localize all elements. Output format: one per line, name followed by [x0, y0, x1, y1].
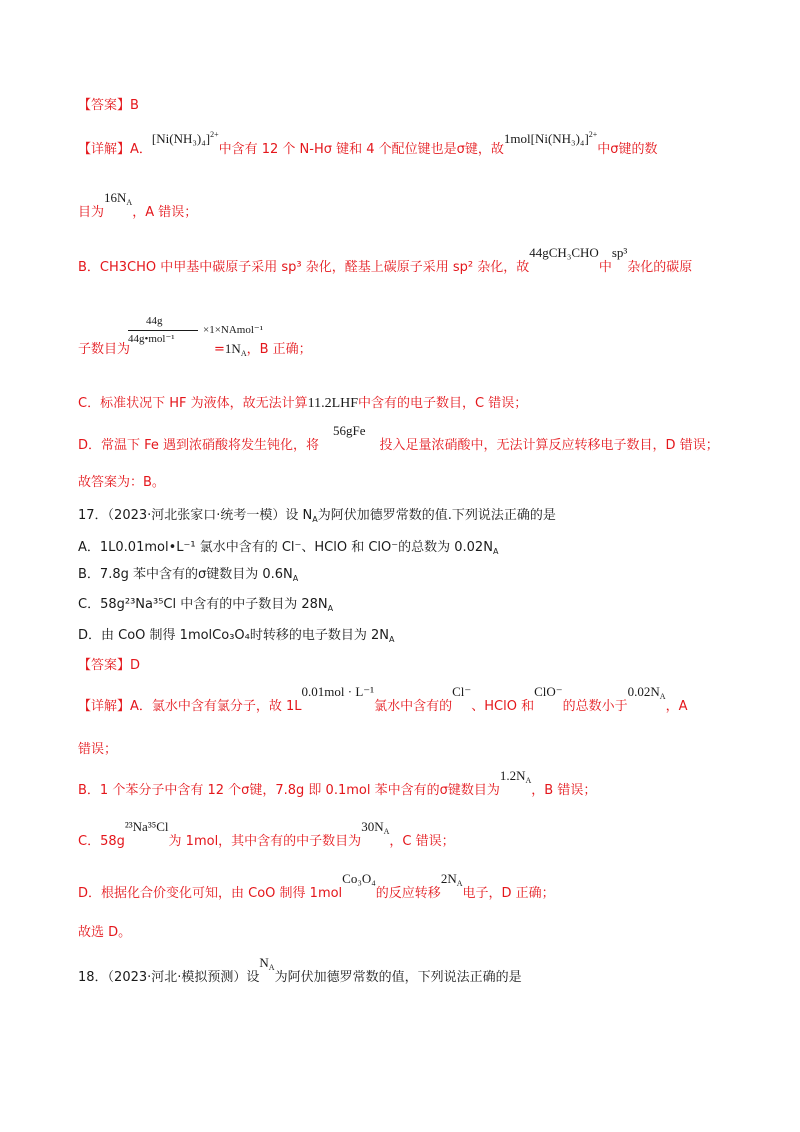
ni-complex-formula: $[Ni(NH_3)_4]^{2+}$ — [151, 130, 219, 146]
q17-conclusion: 故选 D。 — [78, 925, 132, 940]
answer-label: 【答案】B — [78, 98, 139, 113]
detail-b-line: B．CH3CHO 中甲基中碳原子采用 sp³ 杂化，醛基上碳原子采用 sp² 杂化，故44gCH₃CHO中sp³杂化的碳原 — [78, 245, 693, 275]
q17-detail-a: 【详解】A．氯水中含有氯分子，故 1L0.01mol · L⁻¹氯水中含有的Cl⁻、HClO 和ClO⁻的总数小于$0.02N_A$，A — [78, 684, 688, 714]
dd-value: $2N_A$ — [440, 871, 463, 888]
q17-option-d: D．由 CoO 制得 1molCo₃O₄时转移的电子数目为 $2N_A$ — [78, 628, 395, 644]
detail-d-line: D．常温下 Fe 遇到浓硝酸将发生钝化，将56gFe投入足量浓硝酸中，无法计算反应转移电子数目，D 错误； — [78, 423, 719, 453]
nacl-formula: ²³Na³⁵Cl — [124, 819, 169, 834]
clo-ion: ClO⁻ — [534, 684, 563, 699]
detail-c-line: C．标准状况下 HF 为液体，故无法计算11.2LHF中含有的电子数目，C 错误； — [78, 396, 528, 411]
cl-ion: Cl⁻ — [452, 684, 472, 699]
conc-value: 0.01mol · L⁻¹ — [301, 684, 375, 699]
q17-answer: 【答案】D — [78, 658, 141, 673]
detail-a-line — [78, 130, 658, 160]
q18-stem: 18．（2023·河北·模拟预测）设$N_A$为阿伏加德罗常数的值，下列说法正确的是 — [78, 955, 522, 985]
q17-detail-d: D．根据化合价变化可知，由 CoO 制得 1molCo₃O₄的反应转移$2N_A$电子，D 正确； — [78, 871, 555, 901]
detail-a-text: 中含有 12 个 N-Hσ 键和 4 个配位键也是σ键，故 — [218, 142, 504, 157]
b-result: $1N_A$ — [224, 341, 247, 358]
q16-conclusion: 故答案为：B。 — [78, 475, 165, 490]
co3o4-formula: Co₃O₄ — [342, 871, 376, 886]
q17-detail-b: B．1 个苯分子中含有 12 个σ键，7.8g 即 0.1mol 苯中含有的σ键数目为$1.2N_A$，B 错误； — [78, 768, 597, 798]
n16-value: $16N_A$ — [104, 190, 133, 207]
detail-a-line-2: 目为$16N_A$，A 错误； — [78, 190, 198, 220]
q17-option-c: C．58g²³Na³⁵Cl 中含有的中子数目为 $28N_A$ — [78, 597, 334, 613]
detail-a-prefix: 【详解】A． — [78, 142, 152, 157]
detail-a-text-2: 中σ键的数 — [597, 142, 658, 157]
q17-option-a: A．1L0.01mol•L⁻¹ 氯水中含有的 Cl⁻、HClO 和 ClO⁻的总数为 $0.02N_A$ — [78, 540, 499, 556]
c-volume: 11.2LHF — [307, 396, 359, 411]
detail-b-line-2: 子数目为 $=1N_A$，B 正确； — [78, 341, 312, 358]
d-mass: 56gFe — [333, 423, 366, 438]
b-mass-formula: 44gCH₃CHO — [529, 245, 599, 260]
q17-stem: 17．（2023·河北张家口·统考一模）设 $N_A$为阿伏加德罗常数的值.下列说法正确的是 — [78, 508, 556, 524]
b-sp3: sp³ — [611, 245, 628, 260]
da-value: $0.02N_A$ — [627, 684, 666, 701]
db-value: $1.2N_A$ — [499, 768, 532, 785]
q17-detail-c: C．58g²³Na³⁵Cl为 1mol，其中含有的中子数目为$30N_A$，C 错误； — [78, 819, 455, 849]
q17-option-b: B．7.8g 苯中含有的σ键数目为 $0.6N_A$ — [78, 567, 299, 583]
one-mol-complex: $1mol[Ni(NH_3)_4]^{2+}$ — [503, 130, 598, 146]
dc-value: $30N_A$ — [361, 819, 390, 836]
na-symbol: $N_A$ — [259, 955, 275, 972]
q17-detail-a-2: 错误； — [78, 742, 118, 757]
